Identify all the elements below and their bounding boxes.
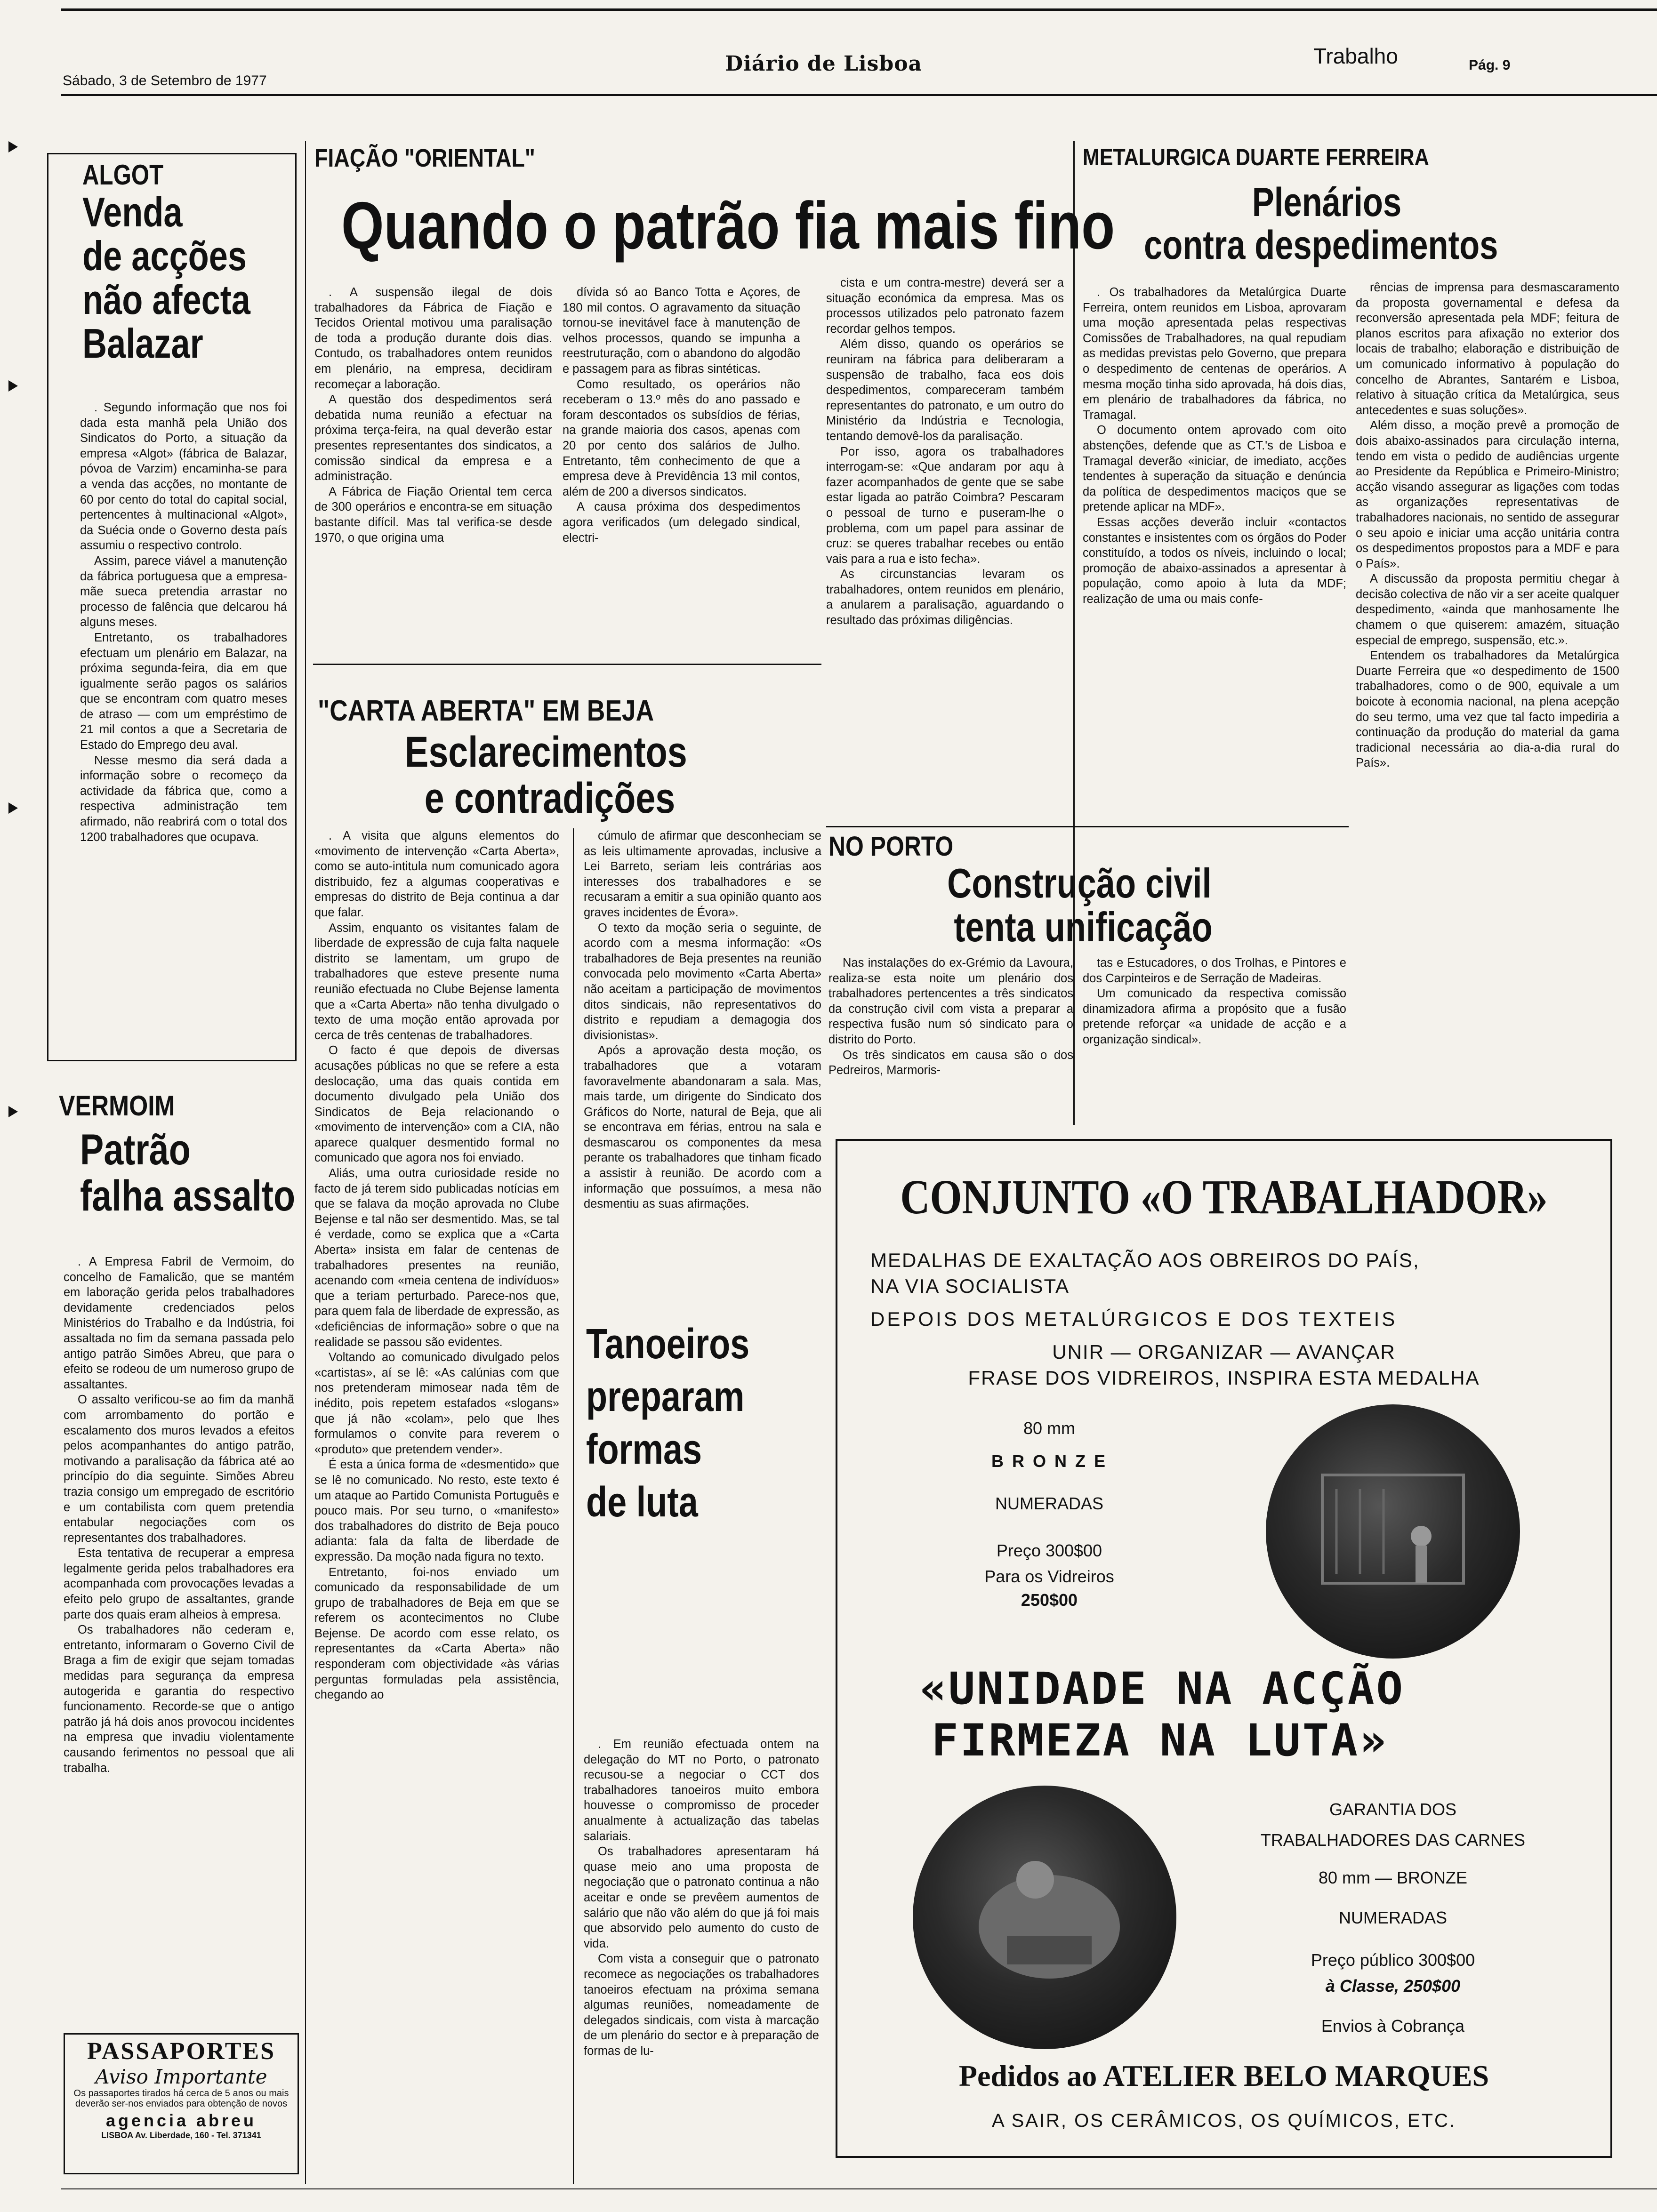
fiacao-kicker: FIAÇÃO "ORIENTAL" — [314, 144, 535, 172]
fiacao-headline: Quando o patrão fia mais fino — [341, 188, 1115, 263]
tanoeiros-headline-line: Tanoeiros — [586, 1321, 750, 1368]
vermoim-title — [80, 1127, 295, 1219]
porto-title — [946, 861, 1213, 949]
paragraph: rências de imprensa para desmascaramento da proposta governamental e defesa da reconversão apresentada pela MDF; feitura de planos escritos para afixação no exterior dos locais de trabalho; elaboração e distribuição de um comunicado informativo à população do concelho de Abrantes, Santarém e Lisboa, relativo à situação crítica da Metalúrgica, seus antecedentes e suas soluções». — [1356, 281, 1619, 417]
paragraph: Entretanto, os trabalhadores efectuam um plenário em Balazar, na próxima segunda-feira, dia em que igualmente serão pagos os salários que se encontram com quatro meses de atraso — com um empréstimo de 21 mil contos a que a Secretaria de Estado do Emprego deu aval. — [80, 631, 287, 752]
paragraph: . A visita que alguns elementos do «movimento de intervenção «Carta Aberta», como se auto-intitula num comunicado agora distribuido, fez a algumas cooperativas e empresas do distrito de Beja continua a dar que falar. — [314, 829, 559, 919]
bottom-rule — [61, 2188, 1657, 2189]
ad-price-special: 250$00 — [1021, 1590, 1078, 1610]
vermoim-headline-line: falha assalto — [80, 1171, 296, 1220]
passaportes-title: PASSAPORTES — [87, 2038, 276, 2065]
paragraph: A causa próxima dos despedimentos agora verificados (um delegado sindical, electri- — [563, 500, 800, 545]
section-rule — [313, 664, 821, 665]
column-rule — [1073, 141, 1075, 1125]
algot-title — [82, 160, 250, 366]
ad-numbered: NUMERADAS — [1338, 1908, 1448, 1927]
paragraph: O texto da moção seria o seguinte, de acordo com a mesma informação: «Os trabalhadores de Beja presentes na reunião convocada pelo movimento «Carta Aberta» não aceitam a participação de movimentos ditos sindicais, não representativos do distrito e repudiam a demagogia dos divisionistas». — [584, 921, 821, 1042]
ad-price-special: à Classe, 250$00 — [1325, 1976, 1461, 1996]
ad-line: DEPOIS DOS METALÚRGICOS E DOS TEXTEIS — [870, 1308, 1398, 1330]
paragraph: Voltando ao comunicado divulgado pelos «cartistas», aí se lê: «As calúnias com que nos pretenderam mimosear nada têm de inédito, pois repetem estafados «slogans» que já não «colam», pelo que lhes formulamos o convite para reverem o «produto» que pretendem vender». — [314, 1351, 559, 1456]
ad-footer-line: A SAIR, OS CERÂMICOS, OS QUÍMICOS, ETC. — [991, 2110, 1456, 2131]
tanoeiros-headline-line: de luta — [586, 1479, 698, 1526]
ad-size: 80 mm — [1023, 1419, 1076, 1438]
paragraph: A discussão da proposta permitiu chegar à decisão colectiva de não vir a ser aceite qualquer despedimento, «ainda que manhosamente lhe chamem o que quiserem: amazém, situação especial de emprego, suspensão, etc.». — [1356, 572, 1619, 647]
carta-kicker: "CARTA ABERTA" EM BEJA — [318, 695, 654, 727]
paragraph: . Os trabalhadores da Metalúrgica Duarte Ferreira, ontem reunidos em Lisboa, aprovaram uma moção apresentada pelas respectivas Comissões de Trabalhadores, na qual repudiam as medidas previstas pelo Governo, que prepara o despedimento de centenas de operários. A mesma moção tinha sido aprovada, há dois dias, em plenário de trabalhadores da fábrica, no Tramagal. — [1083, 286, 1346, 422]
margin-arrow-icon — [8, 141, 18, 152]
paragraph: O assalto verificou-se ao fim da manhã com arrombamento do portão e escalamento dos muros levados a efeitos pelos acompanhantes do antigo patrão, motivando a paralisação da fábrica até ao princípio do dia seguinte. Simões Abreu trazia consigo um empregado de escritório e um contabilista com quem pretendia entabular negociações com os representantes dos trabalhadores. — [64, 1393, 294, 1545]
fiacao-col3 — [826, 275, 1064, 821]
masthead: Diário de Lisboa — [725, 52, 923, 76]
tanoeiros-headline-line: formas — [586, 1426, 702, 1473]
algot-kicker: ALGOT — [82, 159, 164, 191]
carta-title — [405, 729, 687, 821]
vermoim-kicker: VERMOIM — [59, 1090, 175, 1122]
paragraph: Nesse mesmo dia será dada a informação sobre o recomeço da actividade da fábrica que, como a respectiva administração tem afirmado, não reabrirá com o total dos 1200 trabalhadores que ocupava. — [80, 753, 287, 844]
porto-col1 — [828, 955, 1073, 1125]
paragraph: Entendem os trabalhadores da Metalúrgica Duarte Ferreira que «o despedimento de 1500 trabalhadores, como o de 900, equivale a um boicote à economia nacional, na plena acepção do seu termo, uma vez que tal facto impediria a continuação da produção do material da gama tradicional necessária ao dia-a-dia rural do País». — [1356, 649, 1619, 770]
ad-order-line: Pedidos ao ATELIER BELO MARQUES — [958, 2059, 1489, 2092]
paragraph: A questão dos despedimentos será debatida numa reunião a efectuar na próxima terça-feira, na qual deverão estar presentes representantes dos sindicatos, a comissão sindical da empresa e a administração. — [314, 393, 552, 483]
paragraph: O documento ontem aprovado com oito abstenções, defende que as CT.'s de Lisboa e Tramagal deverão «iniciar, de imediato, acções tendentes à superação da situação e denúncia da política de despedimentos maciços que se pretende aplicar na MDF». — [1083, 424, 1346, 514]
column-rule — [305, 141, 306, 2184]
paragraph: Um comunicado da respectiva comissão dinamizadora afirma a propósito que a fusão pretende reforçar «a unidade de acção e a organização sindical». — [1083, 987, 1346, 1046]
margin-arrow-icon — [8, 802, 18, 814]
ad-numbered: NUMERADAS — [995, 1494, 1104, 1513]
section-label: Trabalho — [1313, 44, 1398, 68]
carta-col2 — [584, 828, 821, 1294]
ad-slogan-line: FIRMEZA NA LUTA» — [932, 1715, 1388, 1766]
header-rule — [61, 94, 1657, 96]
paragraph: A Fábrica de Fiação Oriental tem cerca de 300 operários e encontra-se em situação bastante difícil. Mas tal verifica-se desde 1970, o que origina uma — [314, 485, 552, 545]
ad-material: B R O N Z E — [991, 1451, 1107, 1471]
tanoeiros-title — [586, 1318, 749, 1529]
paragraph: Assim, enquanto os visitantes falam de liberdade de expressão de cuja falta naquele distrito se lamentam, um grupo de trabalhadores que esteve presente numa reunião efectuada no Clube Bejense lamenta que a «Carta Aberta» não tenha divulgado o texto de uma moção então aprovada por cerca de três centenas de trabalhadores. — [314, 921, 559, 1042]
metalurgica-col1 — [1083, 285, 1346, 821]
metalurgica-kicker: METALURGICA DUARTE FERREIRA — [1083, 144, 1429, 170]
ad-guarantee: TRABALHADORES DAS CARNES — [1260, 1830, 1526, 1850]
paragraph: . Segundo informação que nos foi dada esta manhã pela União dos Sindicatos do Porto, a situação da empresa «Algot» (fábrica de Balazar, póvoa de Varzim) encaminha-se para a venda das acções, no montante de 60 por cento do total do capital social, pertencentes à multinacional «Algot», da Suécia onde o Governo desta país assumiu o respectivo controlo. — [80, 401, 287, 553]
agency-logo: agencia abreu — [105, 2111, 257, 2130]
ad-size: 80 mm — BRONZE — [1318, 1868, 1468, 1887]
fiacao-col2 — [563, 285, 800, 657]
porto-col2 — [1083, 955, 1346, 1125]
paragraph: . A Empresa Fabril de Vermoim, do concelho de Famalicão, que se mantém em laboração gerida pelos trabalhadores devidamente credenciados pelos Ministérios do Trabalho e da Indústria, foi assaltada no fim da semana passada pelo antigo patrão Simões Abreu, que para o efeito se rodeou de um numeroso grupo de assaltantes. — [64, 1255, 294, 1391]
fiacao-col1 — [314, 285, 552, 657]
ad-price: Preço público 300$00 — [1311, 1950, 1475, 1970]
paragraph: Os trabalhadores apresentaram há quase meio ano uma proposta de negociação que o patronato continua a não aceitar e onde se prevêem aumentos de salário que não vão além do que já foi mais que absorvido pelo aumento do custo de vida. — [584, 1845, 819, 1950]
metalurgica-headline-line: contra despedimentos — [1144, 223, 1498, 268]
vermoim-headline-line: Patrão — [80, 1126, 191, 1174]
ad-slogan-line: «UNIDADE NA ACÇÃO — [920, 1663, 1405, 1715]
paragraph: Além disso, quando os operários se reuniram na fábrica para deliberaram a suspensão de trabalho, faca eos dois despedimentos, compareceram também representantes do patronato, e um outro do Ministério da Indústria e Tecnologia, tentando demovê-los da paralisação. — [826, 337, 1064, 443]
paragraph: . A suspensão ilegal de dois trabalhadores da Fábrica de Fiação e Tecidos Oriental motivou uma paralisação de toda a produção durante dois dias. Contudo, os trabalhadores ontem reunidos em plenário, na empresa, decidiram recomeçar a laboração. — [314, 286, 552, 391]
algot-headline-line: Venda — [82, 188, 183, 235]
paragraph: Após a aprovação desta moção, os trabalhadores que a votaram favoravelmente abandonaram a sala. Mas, mais tarde, um dirigente do Sindicato dos Gráficos do Norte, natural de Beja, que ali se encontrava em férias, entrou na sala e desmascarou os componentes da mesa perante os trabalhadores que tinham ficado a assistir à reunião. De acordo com a informação que possuímos, a mesa não desmentiu as suas afirmações. — [584, 1044, 821, 1211]
paragraph: Entretanto, foi-nos enviado um comunicado da responsabilidade de um grupo de trabalhadores de Beja em que se referem os acontecimentos no Clube Bejense. De acordo com esse relato, os representantes da «Carta Aberta» não responderam com objectividade «às várias perguntas formuladas pela assistência, chegando ao — [314, 1565, 559, 1702]
paragraph: Além disso, a moção prevê a promoção de dois abaixo-assinados para circulação interna, tendo em vista o pedido de audiências urgente ao Presidente da República e Primeiro-Ministro; acção visando assegurar as ligações com todas as organizações representativas de trabalhadores nacionais, no sentido de assegurar o seu apoio e iniciar uma acção unitária contra os despedimentos propostos para a MDF e para o País». — [1356, 419, 1619, 570]
algot-headline-line: de acções — [82, 232, 247, 279]
ad-price: Preço 300$00 — [996, 1541, 1102, 1560]
algot-body — [80, 400, 287, 1057]
ad-line: UNIR — ORGANIZAR — AVANÇAR — [1052, 1341, 1396, 1363]
paragraph: Aliás, uma outra curiosidade reside no facto de já terem sido publicadas notícias em que se falava da moção aprovada no Clube Bejense e tal não ser desmentido. Mas, se tal é verdade, como se explica que a «Carta Aberta» insista em falar de centenas de trabalhadores presentes na reunião, acenando com «meia centena de indivíduos» que a teriam perturbado. Parece-nos que, para quem fala de liberdade de expressão, as «deficiências de informação» sobre o que na realidade se passou são evidentes. — [314, 1167, 559, 1349]
paragraph: Com vista a conseguir que o patronato recomece as negociações os trabalhadores tanoeiros efectuam na próxima semana algumas reuniões, nomeadamente de delegados sindicais, com vista à marcação de um plenário do sector e à preparação de formas de lu- — [584, 1952, 819, 2058]
paragraph: cúmulo de afirmar que desconheciam se as leis ultimamente aprovadas, inclusive a Lei Barreto, seriam leis contrárias aos interesses dos trabalhadores e se recusaram a emitir a sua opinião quanto aos graves incidentes de Évora». — [584, 829, 821, 919]
algot-headline-line: não afecta — [82, 276, 250, 323]
butchers-medal-image — [913, 1786, 1176, 2049]
margin-arrow-icon — [8, 1106, 18, 1117]
carta-headline-line: e contradições — [424, 774, 676, 822]
carta-col1 — [314, 828, 559, 2179]
porto-kicker: NO PORTO — [828, 831, 954, 862]
ad-line: NA VIA SOCIALISTA — [870, 1275, 1070, 1297]
paragraph: Por isso, agora os trabalhadores interrogam-se: «Que andaram por aqu à fazer acompanhados de gente que se sabe estar ligada ao patrão Coimbra? Pescaram o pessoal de turno e puseram-lhe o problema, com um papel para assinar de cruz: se queres trabalhar recebes ou então vais para a rua e isto fecha». — [826, 445, 1064, 566]
paragraph: O facto é que depois de diversas acusações públicas no que se refere a esta deslocação, uma das quais contida em documento divulgado pela União dos Sindicatos de Beja relacionando o «movimento de intervenção» com a CIA, não aparece qualquer desmentido formal no comunicado que agora nos foi enviado. — [314, 1044, 559, 1165]
paragraph: tas e Estucadores, o dos Trolhas, e Pintores e dos Carpinteiros e de Serração de Madeiras. — [1083, 956, 1346, 985]
metalurgica-title — [1144, 181, 1498, 267]
porto-headline-line: Construção civil — [947, 860, 1212, 906]
carta-headline-line: Esclarecimentos — [405, 728, 687, 776]
paragraph: É esta a única forma de «desmentido» que se lê no comunicado. No resto, este texto é um ataque ao Partido Comunista Português e pouco mais. Por seu turno, o «manifesto» dos trabalhadores do distrito de Beja pouco adianta: fala da falta de liberdade de expressão. Da moção nada figura no texto. — [314, 1458, 559, 1563]
passaportes-text: Os passaportes tirados há cerca de 5 anos ou mais deverão ser-nos enviados para obtenção de novos — [73, 2088, 289, 2109]
passaportes-subtitle: Aviso Importante — [95, 2065, 267, 2088]
paragraph: Assim, parece viável a manutenção da fábrica portuguesa que a empresa-mãe sueca pretendia arrastar no processo de falência que delcarou há alguns meses. — [80, 554, 287, 629]
issue-date: Sábado, 3 de Setembro de 1977 — [63, 73, 267, 88]
ad-title: CONJUNTO «O TRABALHADOR» — [900, 1170, 1548, 1224]
passaportes-ad — [64, 2033, 299, 2174]
paragraph: cista e um contra-mestre) deverá ser a situação económica da empresa. Mas os processos utilizados pelo patronato fazem recordar gelhos tempos. — [826, 276, 1064, 336]
ad-guarantee: GARANTIA DOS — [1329, 1800, 1457, 1819]
ad-line: FRASE DOS VIDREIROS, INSPIRA ESTA MEDALHA — [968, 1367, 1480, 1389]
ad-line: MEDALHAS DE EXALTAÇÃO AOS OBREIROS DO PAÍS, — [870, 1249, 1420, 1271]
paragraph: Esta tentativa de recuperar a empresa legalmente gerida pelos trabalhadores era acompanhada com provocações levadas a efeito pelo grupo de assaltantes, grande parte dos quais eram alheios à empresa. — [64, 1547, 294, 1621]
ad-shipping: Envios à Cobrança — [1321, 2016, 1465, 2036]
paragraph: Como resultado, os operários não receberam o 13.º mês do ano passado e foram descontados os subsídios de férias, na grande maioria dos casos, apenas com 20 por cento dos salários de Julho. Entretanto, têm conhecimento de que a empresa deve à Previdência 13 mil contos, além de 200 a diversos sindicatos. — [563, 377, 800, 498]
top-rule — [61, 8, 1657, 11]
column-rule — [573, 828, 574, 2184]
tanoeiros-headline-line: preparam — [586, 1373, 745, 1420]
paragraph: Essas acções deverão incluir «contactos constantes e insistentes com os órgãos do Poder constituído, a todos os níveis, incluindo o local; promoção de abaixo-assinados a apresentar à população, como apoio à luta da MDF; realização de uma ou mais confe- — [1083, 515, 1346, 606]
margin-arrow-icon — [8, 380, 18, 392]
metalurgica-headline-line: Plenários — [1252, 180, 1402, 225]
algot-headline-line: Balazar — [82, 320, 203, 367]
paragraph: As circunstancias levaram os trabalhadores, ontem reunidos em plenário, a anularem a paralisação, aguardando o resultado das próximas diligências. — [826, 568, 1064, 627]
page-number: Pág. 9 — [1469, 57, 1511, 73]
porto-headline-line: tenta unificação — [954, 904, 1213, 951]
vermoim-body — [64, 1254, 294, 2021]
paragraph: dívida só ao Banco Totta e Açores, de 180 mil contos. O agravamento da situação tornou-se inevitável face à manutenção de velhos processos, quando se impunha a reestruturação, com o abandono do algodão e passagem para as fibras sintéticas. — [563, 286, 800, 376]
section-rule — [826, 826, 1349, 827]
ad-price-note: Para os Vidreiros — [984, 1567, 1114, 1586]
paragraph: Os trabalhadores não cederam e, entretanto, informaram o Governo Civil de Braga a fim de exigir que sejam tomadas medidas para segurança da empresa autogerida e garantia do respectivo funcionamento. Recorde-se que o antigo patrão já há dois anos provocou incidentes na empresa que invadiu violentamente causando ferimentos no pessoal que ali trabalha. — [64, 1623, 294, 1775]
paragraph: . Em reunião efectuada ontem na delegação do MT no Porto, o patronato recusou-se a negociar o CCT dos trabalhadores tanoeiros muito embora houvesse o compromisso de proceder anualmente à actualização das tabelas salariais. — [584, 1738, 819, 1843]
workers-medal-image — [1266, 1404, 1520, 1659]
paragraph: Nas instalações do ex-Grémio da Lavoura, realiza-se esta noite um plenário dos trabalhadores pertencentes a três sindicatos da construção civil com vista a preparar a respectiva fusão num só sindicato para o distrito do Porto. — [828, 956, 1073, 1046]
medal-advertisement — [836, 1139, 1612, 2158]
agency-address: LISBOA Av. Liberdade, 160 - Tel. 371341 — [101, 2131, 261, 2140]
paragraph: Os três sindicatos em causa são o dos Pedreiros, Marmoris- — [828, 1048, 1073, 1077]
tanoeiros-body — [584, 1737, 819, 2184]
metalurgica-col2 — [1356, 280, 1619, 1127]
